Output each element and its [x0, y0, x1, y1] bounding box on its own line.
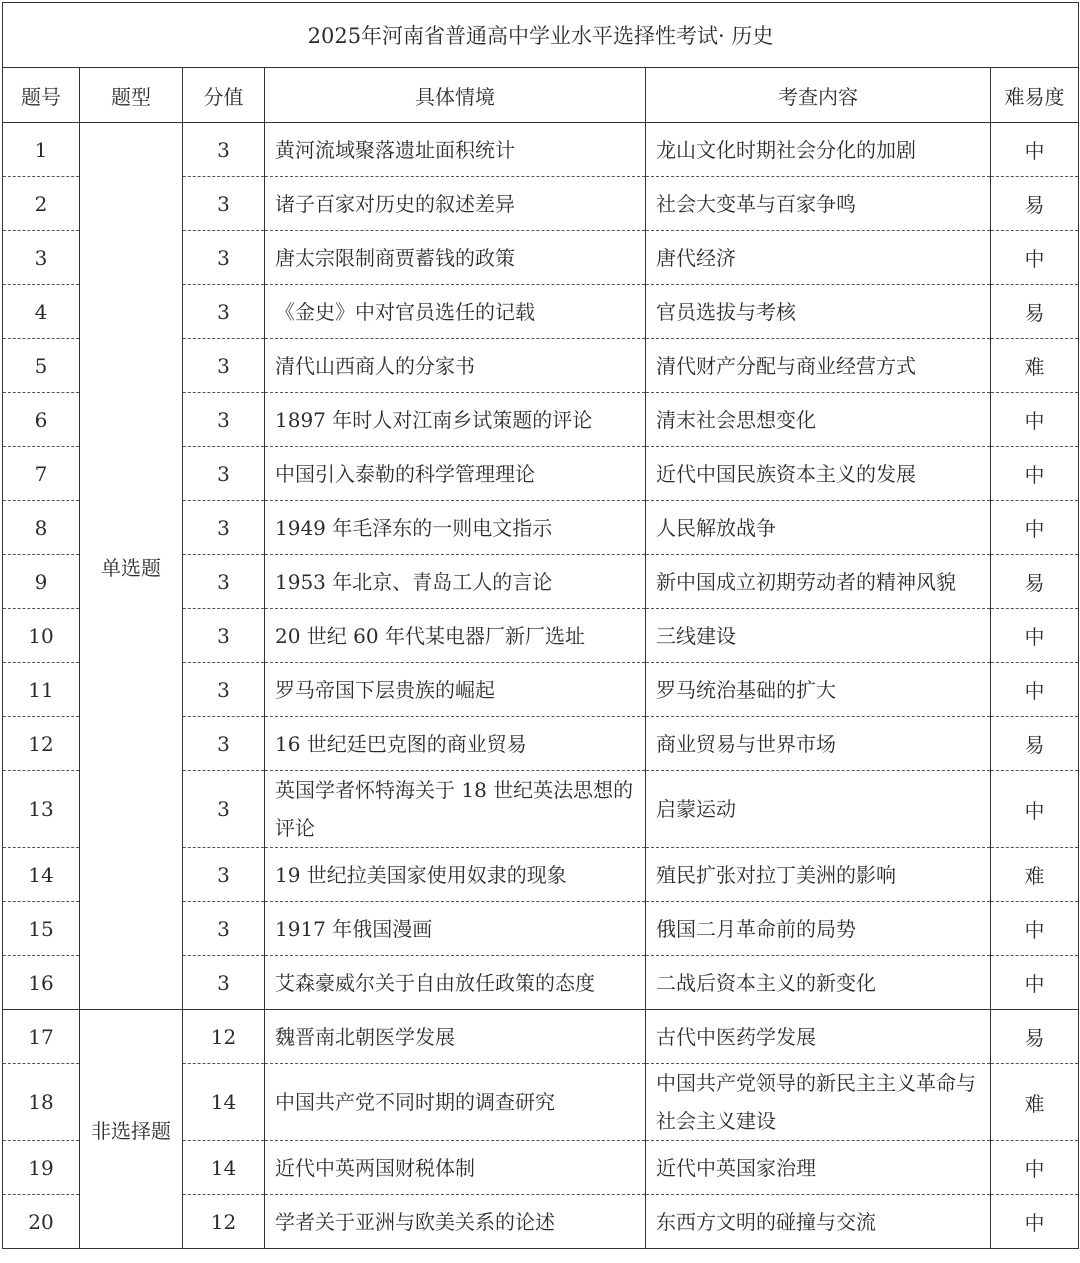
cell-difficulty: 易: [991, 717, 1079, 771]
cell-difficulty: 中: [991, 393, 1079, 447]
cell-context: 清代山西商人的分家书: [265, 339, 646, 393]
cell-content: 人民解放战争: [646, 501, 991, 555]
title-row: [3, 3, 1079, 68]
cell-num: 4: [3, 285, 80, 339]
cell-score: 12: [183, 1195, 265, 1249]
cell-context: 1897 年时人对江南乡试策题的评论: [265, 393, 646, 447]
cell-content: 启蒙运动: [646, 771, 991, 848]
cell-score: 3: [183, 447, 265, 501]
cell-difficulty: 难: [991, 339, 1079, 393]
cell-score: 3: [183, 501, 265, 555]
cell-score: 3: [183, 285, 265, 339]
cell-score: 14: [183, 1064, 265, 1141]
cell-context: 罗马帝国下层贵族的崛起: [265, 663, 646, 717]
cell-score: 3: [183, 902, 265, 956]
cell-num: 1: [3, 123, 80, 177]
cell-difficulty: 中: [991, 231, 1079, 285]
cell-score: 3: [183, 663, 265, 717]
cell-context: 16 世纪廷巴克图的商业贸易: [265, 717, 646, 771]
exam-analysis-table: [2, 2, 1079, 1249]
cell-difficulty: 易: [991, 285, 1079, 339]
cell-num: 19: [3, 1141, 80, 1195]
cell-context: 唐太宗限制商贾蓄钱的政策: [265, 231, 646, 285]
cell-score: 3: [183, 771, 265, 848]
cell-difficulty: 难: [991, 1064, 1079, 1141]
cell-content: 龙山文化时期社会分化的加剧: [646, 123, 991, 177]
cell-difficulty: 中: [991, 956, 1079, 1010]
table-title: 2025年河南省普通高中学业水平选择性考试· 历史: [3, 3, 1079, 68]
cell-context: 19 世纪拉美国家使用奴隶的现象: [265, 848, 646, 902]
cell-context: 1917 年俄国漫画: [265, 902, 646, 956]
cell-content: 社会大变革与百家争鸣: [646, 177, 991, 231]
cell-score: 3: [183, 393, 265, 447]
type-non-choice: 非选择题: [80, 1010, 183, 1249]
cell-difficulty: 中: [991, 123, 1079, 177]
cell-num: 2: [3, 177, 80, 231]
cell-difficulty: 中: [991, 501, 1079, 555]
cell-content: 近代中国民族资本主义的发展: [646, 447, 991, 501]
cell-num: 13: [3, 771, 80, 848]
cell-num: 5: [3, 339, 80, 393]
cell-content: 二战后资本主义的新变化: [646, 956, 991, 1010]
cell-num: 9: [3, 555, 80, 609]
exam-table-container: [2, 2, 1079, 1249]
table-row: [3, 123, 1079, 177]
cell-difficulty: 中: [991, 1141, 1079, 1195]
cell-content: 中国共产党领导的新民主主义革命与社会主义建设: [646, 1064, 991, 1141]
cell-content: 商业贸易与世界市场: [646, 717, 991, 771]
cell-context: 学者关于亚洲与欧美关系的论述: [265, 1195, 646, 1249]
cell-context: 近代中英两国财税体制: [265, 1141, 646, 1195]
cell-score: 14: [183, 1141, 265, 1195]
cell-context: 1949 年毛泽东的一则电文指示: [265, 501, 646, 555]
cell-content: 官员选拔与考核: [646, 285, 991, 339]
cell-difficulty: 易: [991, 177, 1079, 231]
cell-num: 20: [3, 1195, 80, 1249]
cell-score: 3: [183, 717, 265, 771]
cell-content: 唐代经济: [646, 231, 991, 285]
cell-content: 俄国二月革命前的局势: [646, 902, 991, 956]
cell-content: 罗马统治基础的扩大: [646, 663, 991, 717]
cell-score: 3: [183, 609, 265, 663]
cell-context: 魏晋南北朝医学发展: [265, 1010, 646, 1064]
cell-context: 中国共产党不同时期的调查研究: [265, 1064, 646, 1141]
type-single-choice: 单选题: [80, 123, 183, 1010]
cell-difficulty: 中: [991, 902, 1079, 956]
cell-context: 英国学者怀特海关于 18 世纪英法思想的评论: [265, 771, 646, 848]
cell-difficulty: 中: [991, 771, 1079, 848]
cell-difficulty: 中: [991, 1195, 1079, 1249]
cell-context: 中国引入泰勒的科学管理理论: [265, 447, 646, 501]
cell-num: 14: [3, 848, 80, 902]
cell-score: 3: [183, 555, 265, 609]
cell-content: 近代中英国家治理: [646, 1141, 991, 1195]
cell-num: 16: [3, 956, 80, 1010]
cell-score: 3: [183, 956, 265, 1010]
header-content: 考查内容: [646, 68, 991, 123]
header-difficulty: 难易度: [991, 68, 1079, 123]
cell-content: 古代中医药学发展: [646, 1010, 991, 1064]
cell-content: 清代财产分配与商业经营方式: [646, 339, 991, 393]
cell-context: 黄河流域聚落遗址面积统计: [265, 123, 646, 177]
cell-difficulty: 难: [991, 848, 1079, 902]
cell-num: 7: [3, 447, 80, 501]
header-num: 题号: [3, 68, 80, 123]
cell-difficulty: 中: [991, 447, 1079, 501]
cell-score: 3: [183, 231, 265, 285]
cell-score: 3: [183, 848, 265, 902]
header-type: 题型: [80, 68, 183, 123]
cell-content: 三线建设: [646, 609, 991, 663]
cell-content: 殖民扩张对拉丁美洲的影响: [646, 848, 991, 902]
cell-score: 3: [183, 123, 265, 177]
cell-num: 3: [3, 231, 80, 285]
header-row: [3, 68, 1079, 123]
cell-num: 8: [3, 501, 80, 555]
cell-num: 6: [3, 393, 80, 447]
header-score: 分值: [183, 68, 265, 123]
cell-difficulty: 易: [991, 555, 1079, 609]
cell-score: 3: [183, 339, 265, 393]
cell-context: 20 世纪 60 年代某电器厂新厂选址: [265, 609, 646, 663]
cell-score: 3: [183, 177, 265, 231]
cell-difficulty: 中: [991, 663, 1079, 717]
cell-content: 东西方文明的碰撞与交流: [646, 1195, 991, 1249]
cell-context: 1953 年北京、青岛工人的言论: [265, 555, 646, 609]
cell-context: 诸子百家对历史的叙述差异: [265, 177, 646, 231]
cell-difficulty: 中: [991, 609, 1079, 663]
cell-num: 15: [3, 902, 80, 956]
cell-content: 新中国成立初期劳动者的精神风貌: [646, 555, 991, 609]
cell-num: 12: [3, 717, 80, 771]
cell-difficulty: 易: [991, 1010, 1079, 1064]
cell-num: 10: [3, 609, 80, 663]
cell-context: 艾森豪威尔关于自由放任政策的态度: [265, 956, 646, 1010]
table-row: [3, 1010, 1079, 1064]
cell-score: 12: [183, 1010, 265, 1064]
header-context: 具体情境: [265, 68, 646, 123]
cell-num: 11: [3, 663, 80, 717]
cell-content: 清末社会思想变化: [646, 393, 991, 447]
cell-context: 《金史》中对官员选任的记载: [265, 285, 646, 339]
cell-num: 18: [3, 1064, 80, 1141]
cell-num: 17: [3, 1010, 80, 1064]
